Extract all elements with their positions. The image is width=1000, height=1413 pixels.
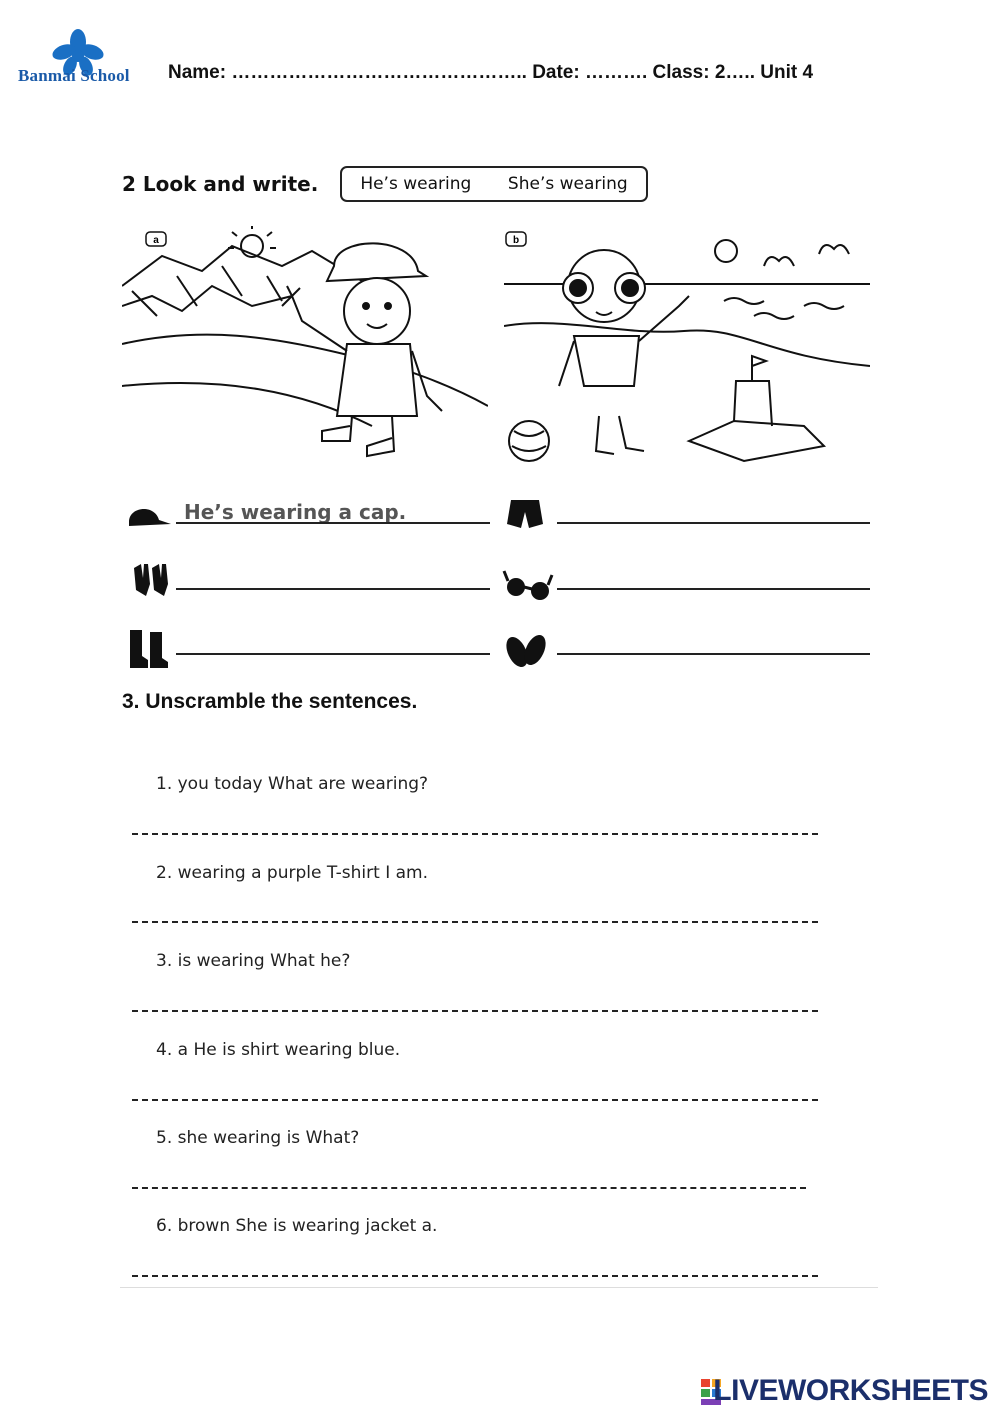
answer-line-cap[interactable] bbox=[176, 522, 490, 524]
word-box-he: He’s wearing bbox=[360, 174, 472, 194]
scramble-item-6: 6. brown She is wearing jacket a. bbox=[156, 1216, 438, 1236]
answer-line-flip-flops[interactable] bbox=[557, 653, 870, 655]
word-box bbox=[340, 166, 648, 202]
answer-line-1[interactable] bbox=[132, 833, 818, 835]
picture-a-label: a bbox=[153, 235, 159, 246]
scramble-item-5: 5. she wearing is What? bbox=[156, 1128, 360, 1148]
picture-b-label: b bbox=[512, 235, 520, 246]
scramble-item-4: 4. a He is shirt wearing blue. bbox=[156, 1040, 401, 1060]
liveworksheets-brand[interactable]: LIVEWORKSHEETS bbox=[713, 1374, 988, 1407]
boots-icon bbox=[126, 628, 172, 670]
answer-line-gloves[interactable] bbox=[176, 588, 490, 590]
scramble-item-2: 2. wearing a purple T-shirt I am. bbox=[156, 863, 429, 883]
answer-line-shorts[interactable] bbox=[557, 522, 870, 524]
answer-line-sunglasses[interactable] bbox=[557, 588, 870, 590]
answer-line-4[interactable] bbox=[132, 1099, 818, 1101]
footer-divider bbox=[120, 1287, 878, 1288]
picture-b-girl-beach bbox=[504, 226, 870, 466]
answer-line-boots[interactable] bbox=[176, 653, 490, 655]
example-answer: He’s wearing a cap. bbox=[184, 500, 407, 524]
sunglasses-icon bbox=[502, 565, 554, 601]
section-2-title: 2 Look and write. bbox=[122, 172, 319, 196]
answer-line-2[interactable] bbox=[132, 921, 818, 923]
answer-line-3[interactable] bbox=[132, 1010, 818, 1012]
cap-icon bbox=[125, 500, 173, 530]
word-box-she: She’s wearing bbox=[507, 174, 628, 194]
student-info-line: Name: ……………………………………….. Date: ………. Class: 2….. Unit 4 bbox=[168, 62, 814, 83]
picture-a-boy-mountains bbox=[122, 226, 488, 466]
answer-line-6[interactable] bbox=[132, 1275, 818, 1277]
flip-flops-icon bbox=[503, 630, 549, 670]
scramble-item-1: 1. you today What are wearing? bbox=[156, 774, 429, 794]
gloves-icon bbox=[128, 560, 172, 600]
answer-line-5[interactable] bbox=[132, 1187, 806, 1189]
school-name: Banmai School bbox=[18, 66, 130, 85]
shorts-icon bbox=[505, 494, 545, 534]
section-3-title: 3. Unscramble the sentences. bbox=[122, 690, 418, 713]
scramble-item-3: 3. is wearing What he? bbox=[156, 951, 351, 971]
